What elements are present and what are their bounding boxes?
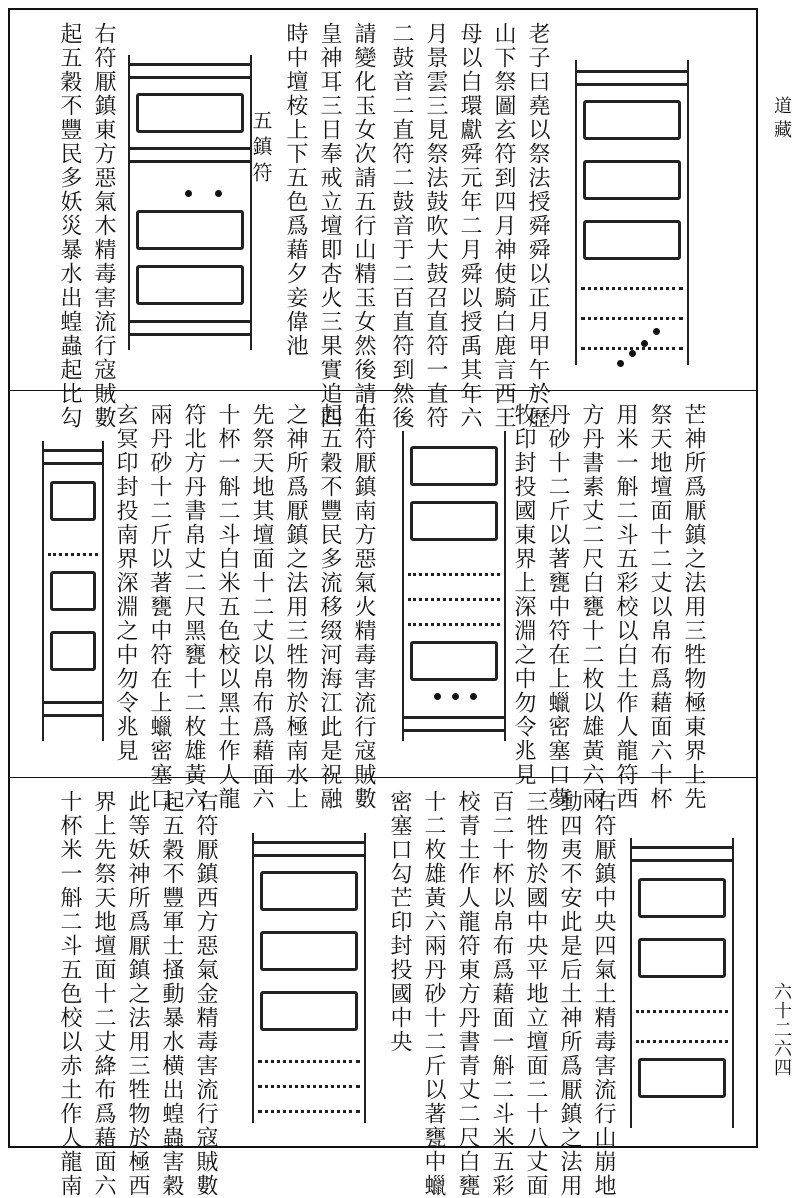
text-column: 母以白環獻舜元年二月舜以授禹其年六 xyxy=(457,22,482,430)
text-column: 百二十杯以帛布爲藉面一斛二斗米五彩 xyxy=(489,790,514,1198)
text-column: 二鼓音二直符二鼓音于二百直符到然後 xyxy=(389,22,414,430)
text-column: 十杯米一斛二斗五色校以赤土作人龍南 xyxy=(57,790,82,1198)
text-column: 十二枚雄黃六兩丹砂十二斤以著甕中蠟 xyxy=(421,790,446,1198)
text-column: 三牲物於國中央平地立壇面二十八丈面 xyxy=(523,790,548,1198)
book-title: 道藏 xyxy=(771,96,792,144)
text-column: 老子曰堯以祭法授舜舜以正月甲午於歷 xyxy=(525,22,550,430)
text-column: 十杯一斛二斗白米五色校以黑土作人龍 xyxy=(215,403,240,811)
text-column: 用米一斛二斗五彩校以白土作人龍符西 xyxy=(613,403,638,811)
text-column: 動四夷不安此是后土神所爲厭鎮之法用 xyxy=(557,790,582,1198)
text-column: 起五穀不豐軍士搔動暴水横出蝗蟲害穀 xyxy=(159,790,184,1198)
text-column: 校青土作人龍符東方丹書青丈二尺白甕 xyxy=(455,790,480,1198)
text-column: 先祭天地其壇面十二丈以帛布爲藉面六 xyxy=(249,403,274,811)
text-column: 芒神所爲厭鎮之法用三牲物極東界上先 xyxy=(681,403,706,811)
text-column: 玄冥印封投南界深淵之中勿令兆見 xyxy=(113,403,138,763)
text-column: 右符厭鎮南方惡氣火精毒害流行寇賊數 xyxy=(351,403,376,811)
panel-middle xyxy=(10,391,756,811)
text-column: 起五穀不豐民多流移缀河海江此是祝融 xyxy=(317,403,342,811)
text-column: 兩丹砂十二斤以著甕中符在上蠟密塞口 xyxy=(147,403,172,811)
text-column: 右符厭鎮西方惡氣金精毒害流行寇賊數 xyxy=(193,790,218,1198)
north-talisman-icon xyxy=(128,55,252,350)
text-column: 皇神耳三日奉戒立壇即杏火三果實追四 xyxy=(317,22,342,430)
text-column: 密塞口勾芒印封投國中央 xyxy=(387,790,412,1054)
text-column: 右符厭鎮中央四氣土精毒害流行山崩地 xyxy=(591,790,616,1198)
panel-bottom xyxy=(10,778,756,1198)
text-column: 方丹書素丈二尺白甕十二枚以雄黃六兩 xyxy=(579,403,604,811)
text-column: 之神所爲厭鎮之法用三牲物於極南水上 xyxy=(283,403,308,811)
east-talisman-icon xyxy=(575,60,689,365)
panel-top xyxy=(10,10,756,430)
text-column: 界上先祭天地壇面十二丈絳布爲藉面六 xyxy=(91,790,116,1198)
text-column: 符北方丹書帛丈二尺黑甕十二枚雄黃六 xyxy=(181,403,206,811)
text-column: 月景雲三見祭法鼓吹大鼓召直符一直符 xyxy=(423,22,448,430)
text-column: 起五穀不豐民多妖災暴水出蝗蟲起比勾 xyxy=(57,22,82,430)
middle-left-talisman-icon xyxy=(42,441,104,741)
text-column: 時中壇桉上下五色爲藉夕妾偉池 xyxy=(283,22,308,358)
south-talisman-icon xyxy=(402,431,506,741)
text-column: 祭天地壇面十二丈以帛布爲藉面六十杯 xyxy=(647,403,672,811)
text-column: 請變化玉女次請五行山精玉女然後請上 xyxy=(351,22,376,430)
section-heading: 五鎮符 xyxy=(249,110,273,188)
center-talisman-icon xyxy=(630,838,734,1128)
page-number: 六十二六四 xyxy=(771,982,792,1077)
text-column: 此等妖神所爲厭鎮之法用三牲物於極西 xyxy=(125,790,150,1198)
text-column: 牧印封投國東界上深淵之中勿令兆見 xyxy=(511,403,536,787)
scripture-page-frame xyxy=(8,8,758,1198)
west-talisman-icon xyxy=(252,833,366,1123)
text-column: 右符厭鎮東方惡氣木精毒害流行寇賊數 xyxy=(91,22,116,430)
text-column: 丹砂十二斤以著甕中符在上蠟密塞口夢 xyxy=(545,403,570,811)
text-column: 山下祭圖玄符到四月神使騎白鹿言西王 xyxy=(491,22,516,430)
